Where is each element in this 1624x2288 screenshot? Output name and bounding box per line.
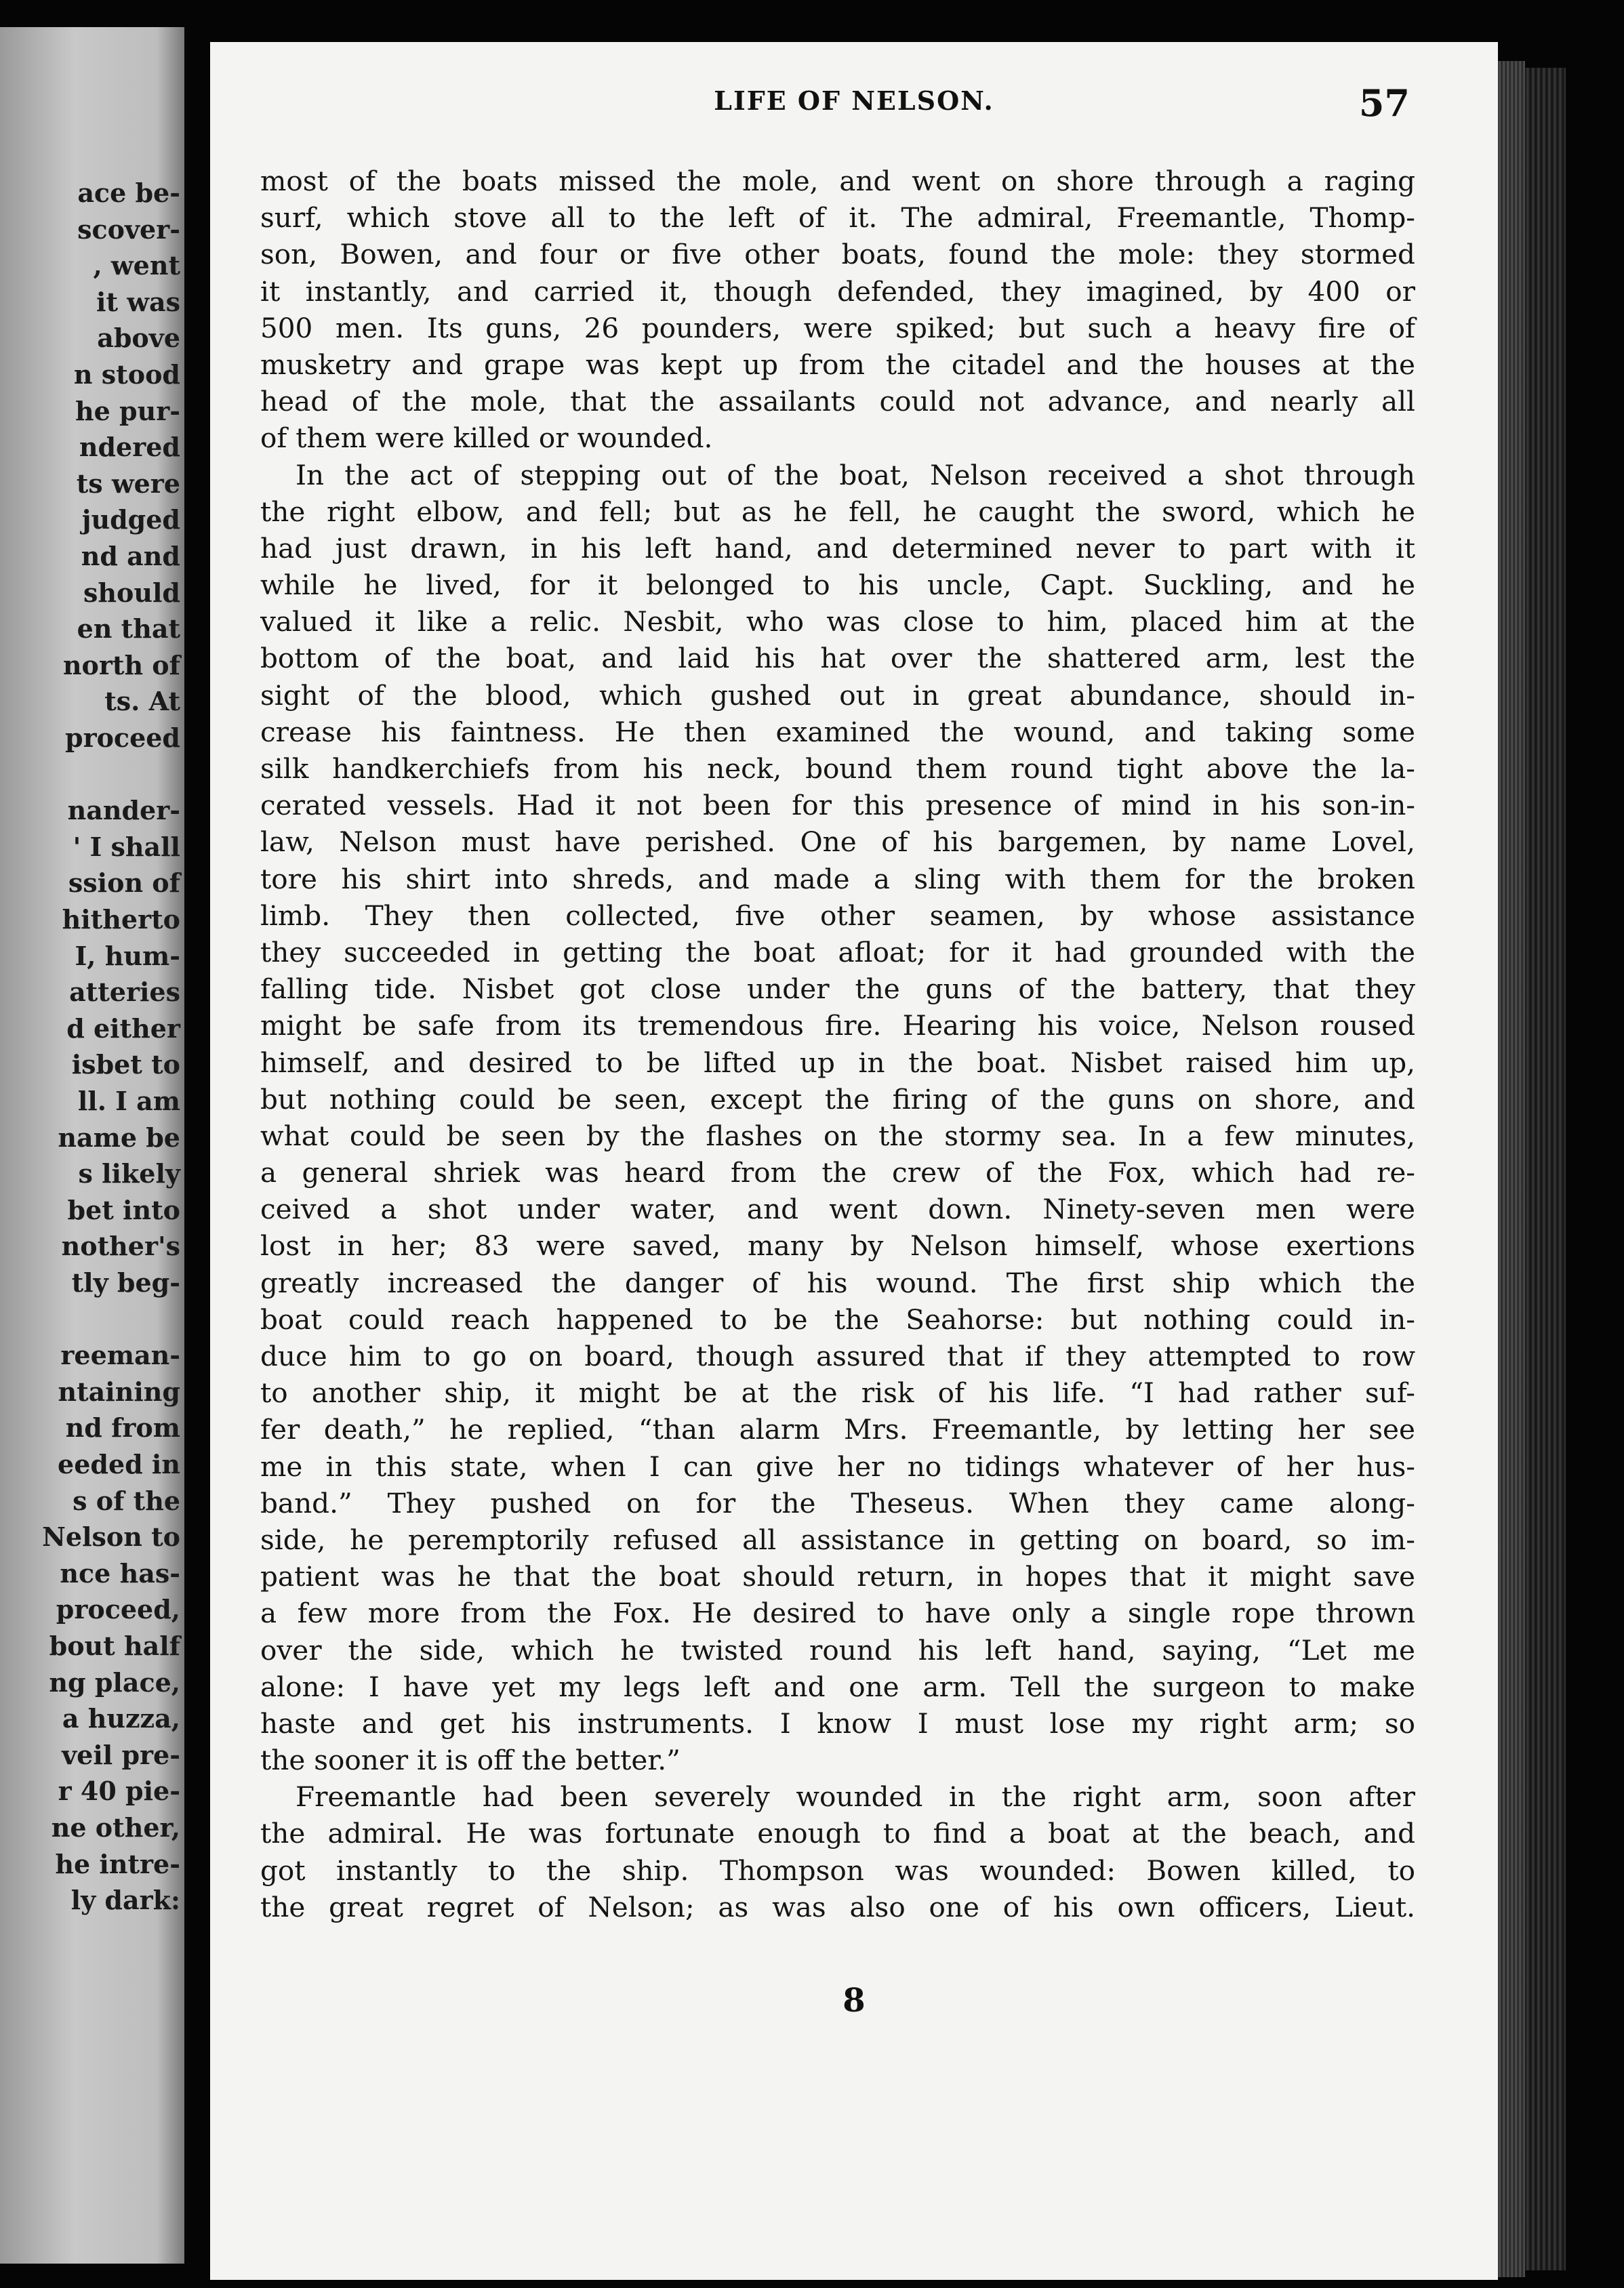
text-line: to another ship, it might be at the risk of his life. “I had rather suf-: [260, 1376, 1415, 1410]
left-page-text-fragment: reeman-: [60, 1340, 180, 1371]
left-page-text-fragment: ts were: [76, 468, 180, 499]
text-line: surf, which stove all to the left of it. The admiral, Freemantle, Thomp-: [260, 201, 1415, 234]
text-line: alone: I have yet my legs left and one arm. Tell the surgeon to make: [260, 1670, 1415, 1703]
left-page-text-fragment: ts. At: [104, 686, 180, 717]
text-line: the sooner it is off the better.”: [260, 1744, 681, 1777]
left-page-text-fragment: ' I shall: [73, 831, 180, 862]
text-line: sight of the blood, which gushed out in great abundance, should in-: [260, 678, 1415, 712]
left-page-text-fragment: ng place,: [49, 1667, 180, 1698]
left-page-text-fragment: judged: [81, 504, 180, 535]
left-page-text-fragment: he pur-: [75, 395, 180, 426]
text-line: haste and get his instruments. I know I must lose my right arm; so: [260, 1707, 1415, 1740]
left-page-text-fragment: a huzza,: [62, 1703, 180, 1734]
text-line: crease his faintness. He then examined the wound, and taking some: [260, 715, 1415, 748]
text-line: himself, and desired to be lifted up in the boat. Nisbet raised him up,: [260, 1046, 1415, 1079]
left-page-text-fragment: scover-: [77, 213, 180, 245]
left-page-text-fragment: ly dark:: [70, 1885, 180, 1916]
text-line: they succeeded in getting the boat afloat; for it had grounded with the: [260, 935, 1415, 968]
left-page-text-fragment: isbet to: [71, 1049, 180, 1080]
left-page-text-fragment: s of the: [73, 1485, 180, 1516]
text-line: patient was he that the boat should return, in hopes that it might save: [260, 1560, 1415, 1593]
book-page: [210, 42, 1498, 2280]
left-page-text-fragment: s likely: [78, 1158, 180, 1189]
text-line: 500 men. Its guns, 26 pounders, were spiked; but such a heavy fire of: [260, 311, 1415, 344]
text-line: head of the mole, that the assailants could not advance, and nearly all: [260, 385, 1415, 418]
left-page-text-fragment: ace be-: [77, 178, 180, 208]
text-line: what could be seen by the flashes on the stormy sea. In a few minutes,: [260, 1119, 1415, 1152]
text-line: had just drawn, in his left hand, and determined never to part with it: [260, 531, 1415, 565]
left-page-text-fragment: r 40 pie-: [58, 1776, 180, 1807]
left-page-text-fragment: nd from: [65, 1412, 180, 1444]
body-text: [260, 163, 1415, 1925]
text-line: tore his shirt into shreds, and made a sling with them for the broken: [260, 862, 1415, 895]
text-line: greatly increased the danger of his wound. The first ship which the: [260, 1266, 1415, 1299]
text-line: cerated vessels. Had it not been for this presence of mind in his son-in-: [260, 789, 1415, 822]
text-line: silk handkerchiefs from his neck, bound them round tight above the la-: [260, 752, 1415, 785]
text-line: ceived a shot under water, and went down. Ninety-seven men were: [260, 1193, 1415, 1226]
left-page-text-fragment: above: [97, 323, 180, 354]
left-page-text-fragment: en that: [77, 613, 180, 645]
text-line: most of the boats missed the mole, and went on shore through a raging: [260, 165, 1415, 197]
text-line: but nothing could be seen, except the firing of the guns on shore, and: [260, 1082, 1415, 1116]
left-page-text-fragment: it was: [96, 286, 180, 317]
left-page-text-fragment: n stood: [73, 359, 180, 390]
left-page-text-fragment: bout half: [49, 1631, 180, 1661]
text-line: might be safe from its tremendous fire. Hearing his voice, Nelson roused: [260, 1009, 1415, 1042]
left-page-text-fragment: d either: [66, 1013, 180, 1044]
left-page-text-fragment: north of: [62, 649, 180, 680]
left-page-text-fragment: hitherto: [62, 904, 180, 935]
text-line: law, Nelson must have perished. One of his bargemen, by name Lovel,: [260, 825, 1415, 859]
text-line: the right elbow, and fell; but as he fell, he caught the sword, which he: [260, 495, 1415, 528]
left-page-text-fragment: ne other,: [51, 1812, 180, 1843]
text-line: musketry and grape was kept up from the citadel and the houses at the: [260, 348, 1415, 381]
book-fore-edge: [1498, 61, 1525, 2277]
text-line: son, Bowen, and four or five other boats, found the mole: they stormed: [260, 238, 1415, 271]
text-line: valued it like a relic. Nesbit, who was close to him, placed him at the: [260, 605, 1415, 638]
left-page-text-fragment: he intre-: [55, 1848, 180, 1879]
text-line: a few more from the Fox. He desired to have only a single rope thrown: [260, 1597, 1415, 1630]
left-page-text-fragment: tly beg-: [71, 1267, 180, 1298]
text-line: boat could reach happened to be the Seahorse: but nothing could in-: [260, 1303, 1415, 1336]
left-page-text-fragment: Nelson to: [42, 1521, 180, 1553]
text-line: In the act of stepping out of the boat, Nelson received a shot through: [296, 458, 1415, 491]
text-line: the great regret of Nelson; as was also one of his own officers, Lieut.: [260, 1890, 1415, 1923]
text-line: a general shriek was heard from the crew of the Fox, which had re-: [260, 1156, 1415, 1189]
text-line: while he lived, for it belonged to his uncle, Capt. Suckling, and he: [260, 569, 1415, 602]
text-line: the admiral. He was fortunate enough to find a boat at the beach, and: [260, 1817, 1415, 1850]
left-page-text-fragment: eeded in: [58, 1449, 180, 1479]
text-line: duce him to go on board, though assured that if they attempted to row: [260, 1340, 1415, 1372]
left-page-text-fragment: ndered: [79, 432, 180, 463]
text-line: limb. They then collected, five other seamen, by whose assistance: [260, 899, 1415, 932]
text-line: over the side, which he twisted round his left hand, saying, “Let me: [260, 1633, 1415, 1667]
left-page-text-fragment: atteries: [69, 977, 180, 1008]
text-line: band.” They pushed on for the Theseus. When they came along-: [260, 1486, 1415, 1519]
left-page-text-fragment: I, hum-: [75, 940, 180, 971]
running-head: LIFE OF NELSON.: [714, 85, 994, 116]
text-line: got instantly to the ship. Thompson was wounded: Bowen killed, to: [260, 1854, 1415, 1887]
text-line: falling tide. Nisbet got close under the guns of the battery, that they: [260, 973, 1415, 1006]
text-line: fer death,” he replied, “than alarm Mrs. Freemantle, by letting her see: [260, 1413, 1415, 1446]
left-page-text-fragment: proceed,: [56, 1594, 180, 1625]
left-page-text-fragment: , went: [93, 250, 180, 281]
text-line: lost in her; 83 were saved, many by Nelson himself, whose exertions: [260, 1229, 1415, 1263]
left-page-text-fragment: name be: [58, 1122, 180, 1153]
left-page-text-fragment: nander-: [67, 795, 180, 826]
left-page-text-fragment: nce has-: [60, 1557, 180, 1589]
book-cover-edge: [1525, 68, 1566, 2270]
left-page-text-fragment: proceed: [65, 722, 180, 753]
left-page-text-fragment: ntaining: [58, 1376, 180, 1407]
text-line: of them were killed or wounded.: [260, 422, 713, 455]
left-page-text-fragment: nother's: [61, 1231, 180, 1262]
page-number: 57: [1358, 81, 1410, 125]
left-page-text-fragment: should: [83, 577, 180, 608]
left-page-text-fragment: nd and: [81, 541, 180, 571]
text-line: bottom of the boat, and laid his hat over the shattered arm, lest the: [260, 642, 1415, 675]
left-facing-page-fragment: [0, 27, 184, 2264]
text-line: me in this state, when I can give her no tidings whatever of her hus-: [260, 1450, 1415, 1483]
text-line: it instantly, and carried it, though defended, they imagined, by 400 or: [260, 274, 1415, 308]
left-page-text-fragment: ssion of: [68, 867, 180, 899]
left-page-text-fragment: bet into: [67, 1194, 180, 1225]
text-line: side, he peremptorily refused all assistance in getting on board, so im-: [260, 1523, 1415, 1556]
signature-mark: 8: [843, 1982, 866, 2020]
text-line: Freemantle had been severely wounded in the right arm, soon after: [296, 1780, 1415, 1814]
left-page-text-fragment: ll. I am: [77, 1086, 180, 1116]
left-page-text-fragment: veil pre-: [62, 1739, 180, 1770]
